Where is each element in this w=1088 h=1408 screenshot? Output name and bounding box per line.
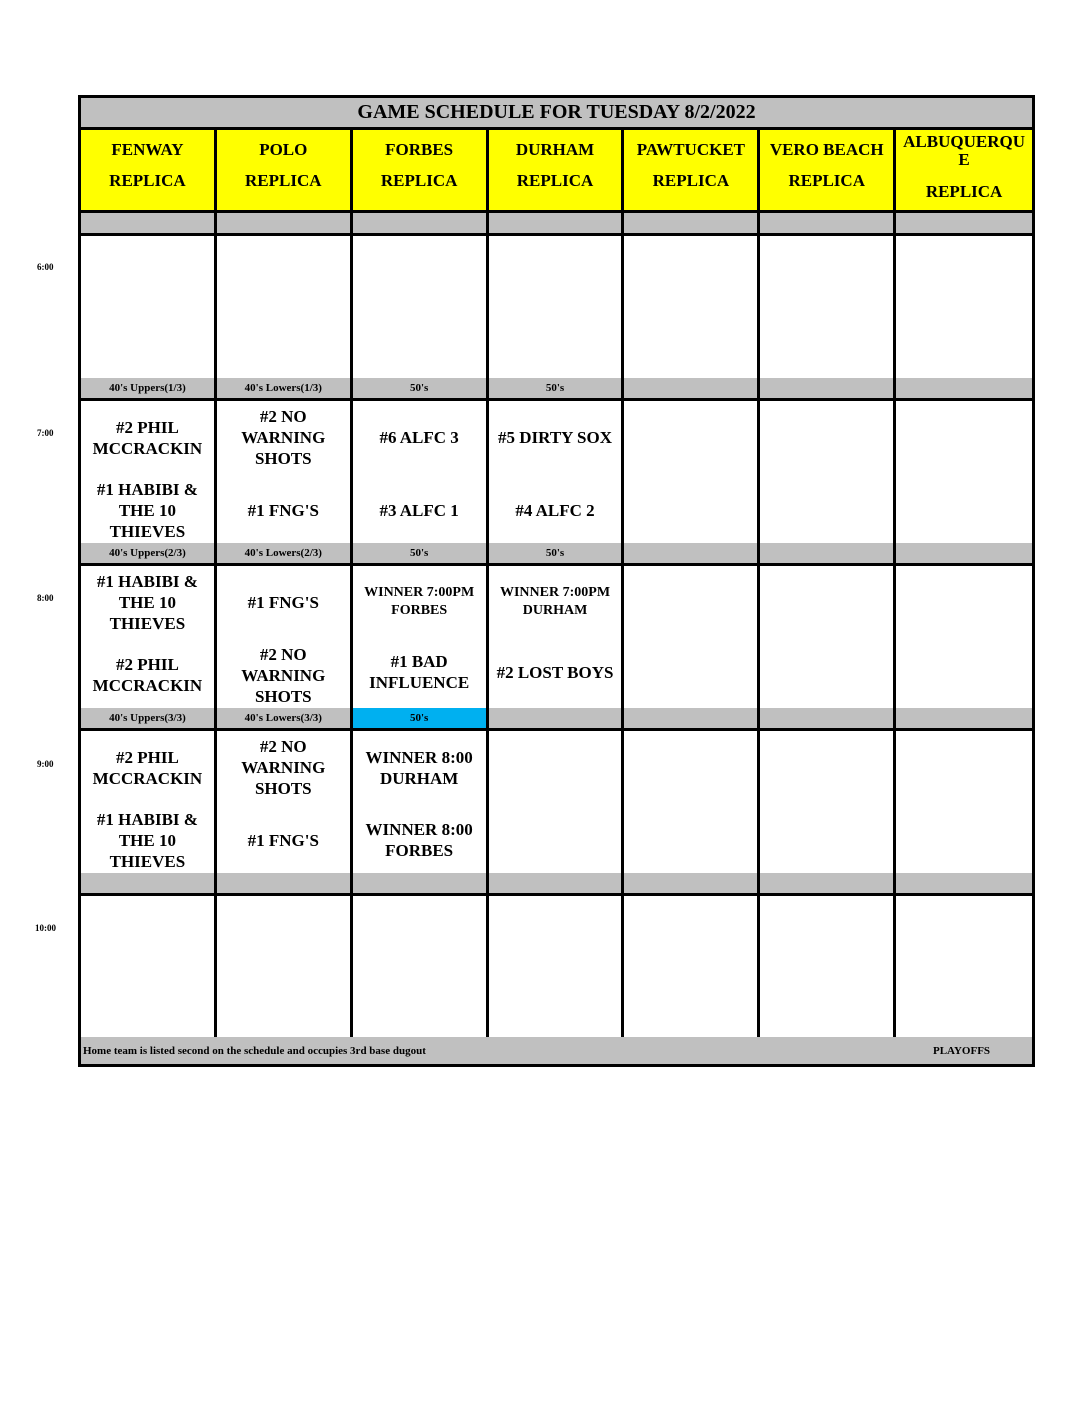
game-cell-forbes-900 [353, 731, 489, 873]
away-team: WINNER 7:00PM FORBES [364, 585, 475, 618]
division-cell [896, 873, 1032, 893]
game-cell [489, 236, 625, 378]
slot-row-600 [81, 236, 1032, 381]
division-cell [489, 213, 625, 233]
division-cell [217, 873, 353, 893]
division-label: 40's Lowers(2/3) [217, 543, 353, 563]
home-team: #1 HABIBI & THE 10 THIEVES [96, 480, 198, 541]
division-cell [489, 873, 625, 893]
time-label-10: 10:00 [35, 923, 56, 933]
game-cell-polo-700 [217, 401, 353, 543]
division-cell [760, 873, 896, 893]
division-cell [896, 213, 1032, 233]
game-cell [217, 896, 353, 1038]
game-cell [624, 401, 760, 543]
division-label: 50's [489, 543, 625, 563]
schedule-table [78, 95, 1035, 1067]
division-cell [81, 873, 217, 893]
home-team: #1 FNG'S [247, 501, 319, 520]
away-team: #1 HABIBI & THE 10 THIEVES [96, 572, 198, 633]
home-team: #2 LOST BOYS [496, 663, 614, 682]
division-label: 50's [353, 543, 489, 563]
game-cell-forbes-800 [353, 566, 489, 708]
time-label-8: 8:00 [37, 593, 54, 603]
division-cell [217, 213, 353, 233]
game-cell [896, 401, 1032, 543]
home-team: WINNER 8:00 FORBES [365, 820, 473, 860]
division-cell [624, 213, 760, 233]
game-cell [624, 896, 760, 1038]
game-cell [624, 236, 760, 378]
division-row-600 [81, 213, 1032, 236]
game-cell [624, 731, 760, 873]
game-cell [896, 896, 1032, 1038]
game-cell-fenway-800 [81, 566, 217, 708]
game-cell [760, 731, 896, 873]
away-team: #6 ALFC 3 [379, 428, 459, 447]
venue-header-pawtucket: PAWTUCKET REPLICA [624, 130, 760, 210]
division-row-1000 [81, 873, 1032, 896]
time-label-7: 7:00 [37, 428, 54, 438]
slot-row-1000 [81, 896, 1032, 1041]
game-cell [353, 896, 489, 1038]
game-cell [217, 236, 353, 378]
game-cell [489, 896, 625, 1038]
game-cell-polo-800 [217, 566, 353, 708]
division-label: 40's Uppers(2/3) [81, 543, 217, 563]
division-label [760, 708, 896, 728]
home-team: #1 FNG'S [247, 831, 319, 850]
slot-row-800 [81, 566, 1032, 711]
division-label [624, 378, 760, 398]
venue-header-albuquerque: ALBUQUERQU E REPLICA [903, 132, 1025, 201]
time-label-9: 9:00 [37, 759, 54, 769]
game-cell [896, 566, 1032, 708]
time-label-6: 6:00 [37, 262, 54, 272]
away-team: #2 PHIL MCCRACKIN [92, 748, 203, 788]
division-label [760, 378, 896, 398]
division-row-900 [81, 708, 1032, 731]
division-cell [81, 213, 217, 233]
game-cell-durham-800 [489, 566, 625, 708]
division-cell [353, 873, 489, 893]
game-cell-polo-900 [217, 731, 353, 873]
away-team: WINNER 7:00PM DURHAM [499, 585, 611, 618]
game-cell [760, 566, 896, 708]
away-team: #2 NO WARNING SHOTS [241, 737, 326, 798]
home-team: #1 BAD INFLUENCE [369, 652, 470, 692]
division-cell [353, 213, 489, 233]
division-label: 40's Lowers(1/3) [217, 378, 353, 398]
schedule-title: GAME SCHEDULE FOR TUESDAY 8/2/2022 [81, 98, 1032, 130]
game-cell [760, 236, 896, 378]
game-cell [760, 401, 896, 543]
footer-bar [81, 1037, 1032, 1064]
division-label [489, 708, 625, 728]
division-label [624, 708, 760, 728]
home-team: #3 ALFC 1 [379, 501, 459, 520]
game-cell [624, 566, 760, 708]
venue-header-row [81, 130, 1032, 213]
slot-row-700 [81, 401, 1032, 546]
game-cell [489, 731, 625, 873]
home-team: #2 NO WARNING SHOTS [241, 645, 326, 706]
away-team: #5 DIRTY SOX [498, 428, 613, 447]
venue-header-vero-beach: VERO BEACH REPLICA [760, 130, 896, 210]
game-cell [353, 236, 489, 378]
home-team: #1 HABIBI & THE 10 THIEVES [96, 810, 198, 871]
game-cell [760, 896, 896, 1038]
home-team: #2 PHIL MCCRACKIN [92, 655, 203, 695]
playoffs-tag: PLAYOFFS [933, 1045, 991, 1057]
away-team: #1 FNG'S [247, 593, 319, 612]
division-cell [760, 213, 896, 233]
division-label: 40's Lowers(3/3) [217, 708, 353, 728]
venue-header-durham: DURHAM REPLICA [489, 130, 625, 210]
venue-header-fenway: FENWAY REPLICA [81, 130, 217, 210]
division-label: 50's [353, 378, 489, 398]
game-cell-forbes-700 [353, 401, 489, 543]
footer-note: Home team is listed second on the schedule and occupies 3rd base dugout [83, 1045, 426, 1057]
division-label: 50's [489, 378, 625, 398]
division-label [896, 543, 1032, 563]
game-cell [81, 896, 217, 1038]
division-label-highlighted: 50's [353, 708, 489, 728]
game-cell [896, 236, 1032, 378]
away-team: #2 NO WARNING SHOTS [241, 407, 326, 468]
game-cell [81, 236, 217, 378]
division-row-700 [81, 378, 1032, 401]
division-cell [624, 873, 760, 893]
division-label: 40's Uppers(1/3) [81, 378, 217, 398]
venue-header-forbes: FORBES REPLICA [353, 130, 489, 210]
game-cell-fenway-900 [81, 731, 217, 873]
home-team: #4 ALFC 2 [515, 501, 595, 520]
division-label [760, 543, 896, 563]
game-cell-durham-700 [489, 401, 625, 543]
division-label [896, 708, 1032, 728]
division-label [896, 378, 1032, 398]
away-team: #2 PHIL MCCRACKIN [92, 418, 203, 458]
division-label: 40's Uppers(3/3) [81, 708, 217, 728]
division-row-800 [81, 543, 1032, 566]
venue-header-polo: POLO REPLICA [217, 130, 353, 210]
slot-row-900 [81, 731, 1032, 876]
game-cell [896, 731, 1032, 873]
away-team: WINNER 8:00 DURHAM [365, 748, 473, 788]
division-label [624, 543, 760, 563]
game-cell-fenway-700 [81, 401, 217, 543]
